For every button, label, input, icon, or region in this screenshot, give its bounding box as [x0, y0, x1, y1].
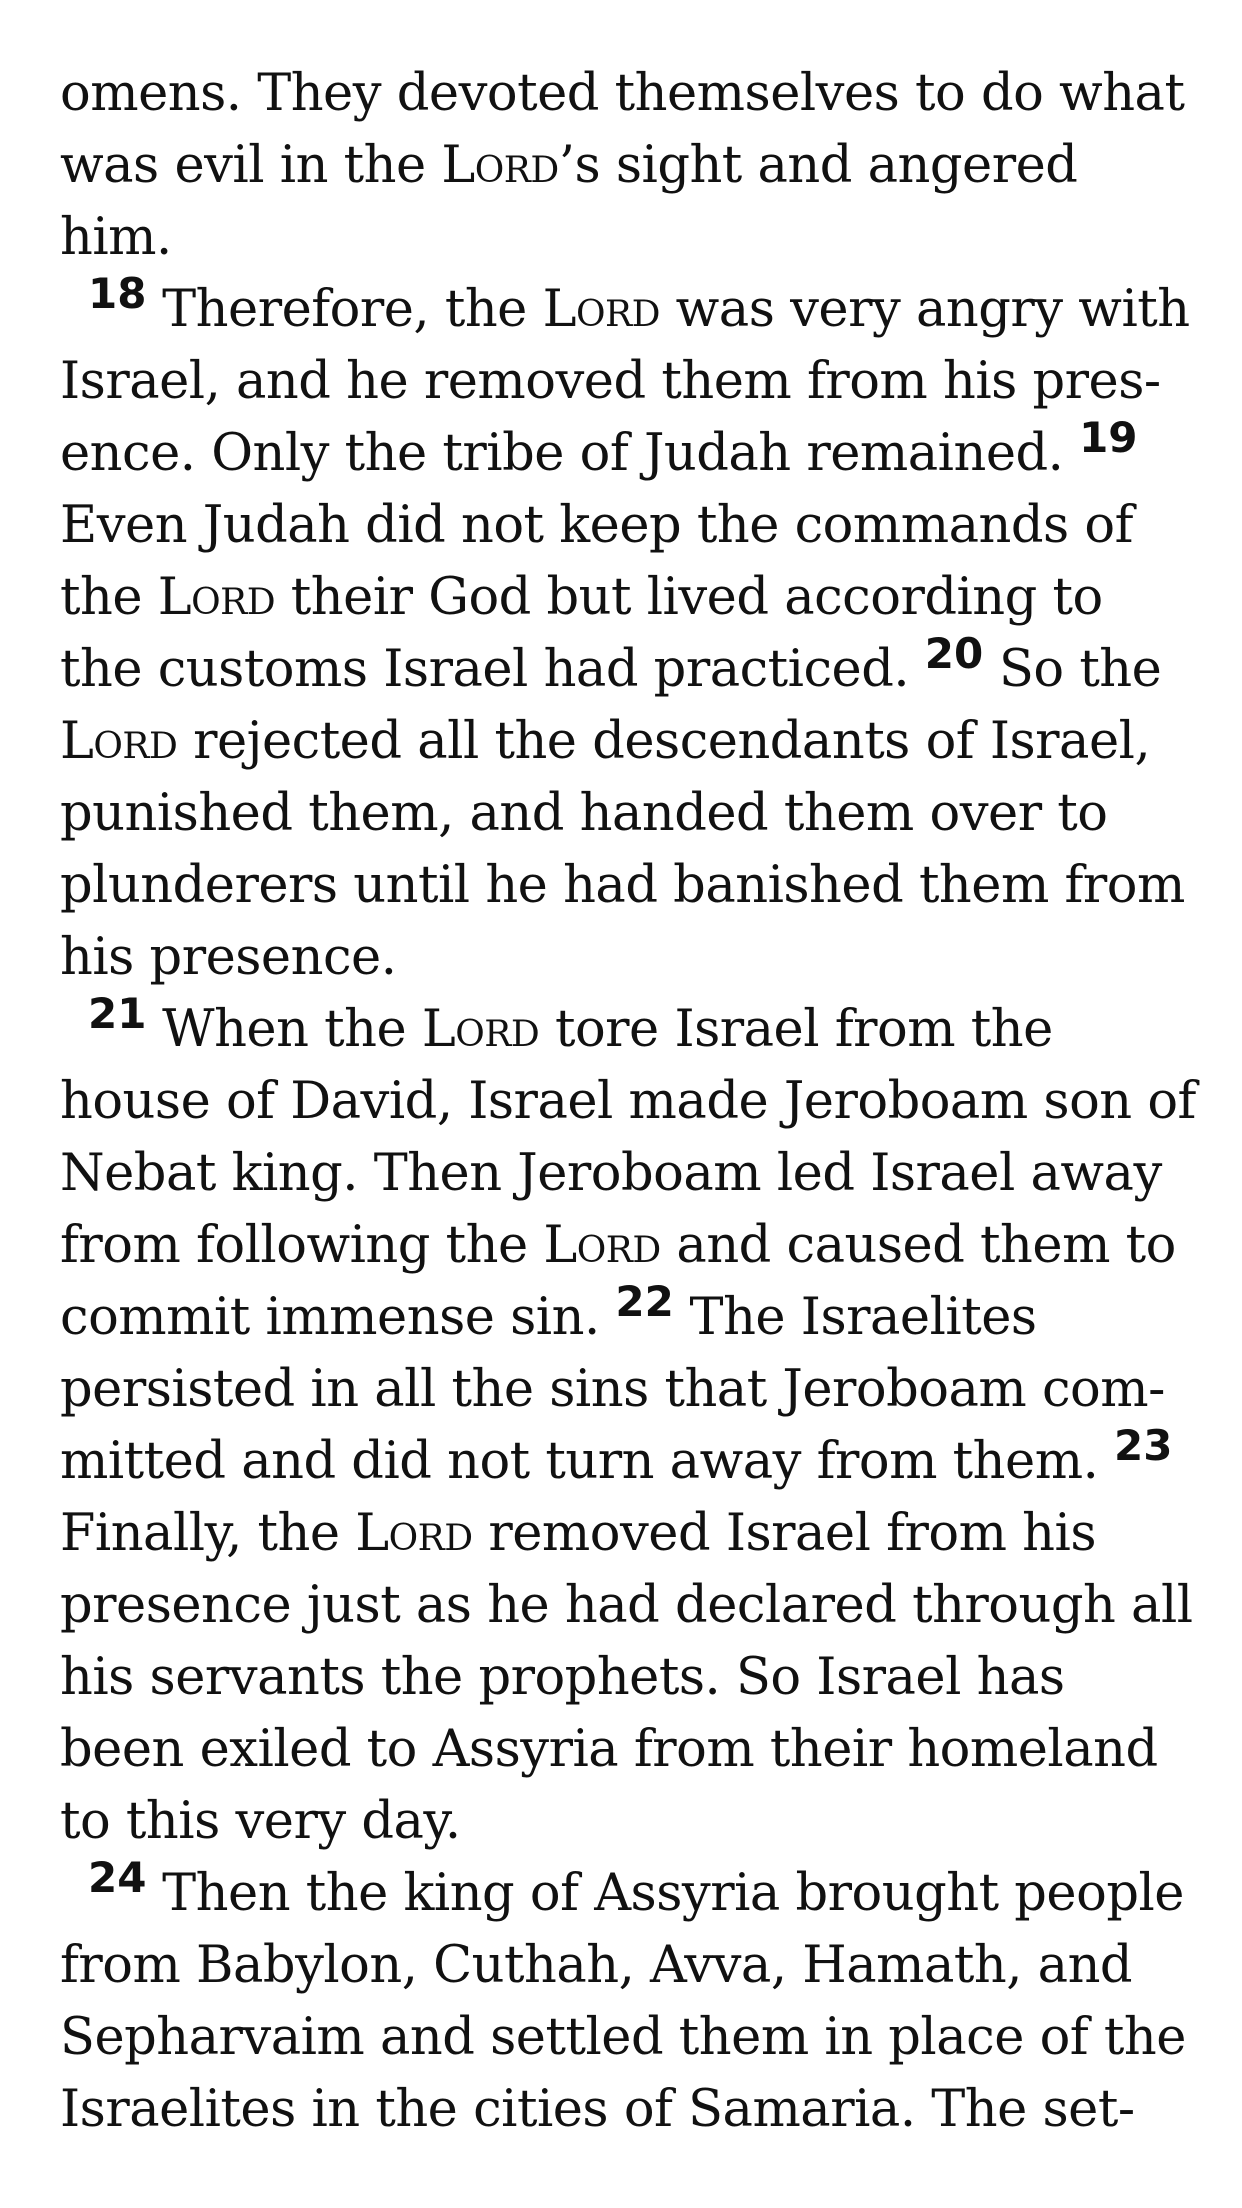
- divine-name: Lord: [542, 280, 660, 339]
- paragraph-verse-24: [60, 1853, 1200, 2146]
- passage-text: and caused them to commit immense sin.: [60, 1216, 1176, 1347]
- passage-text: Even Judah did not keep the commands of the: [60, 496, 1133, 627]
- paragraph-verse-21: [60, 989, 1200, 1858]
- divine-name: Lord: [441, 136, 559, 195]
- passage-text: rejected all the descendants of Israel, punished them, and handed them over to plunderers until he had banished them from his presence.: [60, 712, 1185, 987]
- passage-text: The Israelites persisted in all the sins that Jeroboam com-mitted and did not turn away from them.: [60, 1288, 1165, 1491]
- passage-text: ’s sight and angered him.: [60, 136, 1078, 267]
- verse-number-20[interactable]: 20: [924, 629, 984, 678]
- verse-number-24[interactable]: 24: [88, 1853, 147, 1902]
- verse-number-18[interactable]: 18: [88, 269, 147, 318]
- divine-name: Lord: [543, 1216, 661, 1275]
- verse-number-22[interactable]: 22: [615, 1277, 674, 1326]
- divine-name: Lord: [421, 1000, 540, 1059]
- passage-text: Finally, the: [60, 1504, 356, 1563]
- passage-text: Therefore, the: [146, 280, 543, 339]
- passage-text: their God but lived according to the customs Israel had practiced.: [60, 568, 1103, 699]
- divine-name: Lord: [355, 1504, 473, 1563]
- passage-text: was very angry with Israel, and he removed them from his pres-ence. Only the tribe of Judah remained.: [60, 280, 1190, 483]
- passage-text: When the: [146, 1000, 422, 1059]
- passage-text: So the: [983, 640, 1162, 699]
- paragraph-continuation: [60, 58, 1200, 274]
- passage-text: Then the king of Assyria brought people from Babylon, Cuthah, Avva, Hamath, and Sepharvaim and settled them in place of the Israelites in the cities of Samaria. The set-: [60, 1864, 1186, 2139]
- verse-number-21[interactable]: 21: [88, 989, 147, 1038]
- passage-text: omens. They devoted themselves to do what was evil in the: [60, 64, 1185, 195]
- verse-number-19[interactable]: 19: [1079, 413, 1138, 462]
- divine-name: Lord: [60, 712, 178, 771]
- passage-text: tore Israel from the house of David, Israel made Jeroboam son of Nebat king. Then Jeroboam led Israel away from following the: [60, 1000, 1196, 1275]
- passage-text: removed Israel from his presence just as he had declared through all his servants the prophets. So Israel has been exiled to Assyria from their homeland to this very day.: [60, 1504, 1193, 1851]
- verse-number-23[interactable]: 23: [1114, 1421, 1173, 1470]
- reader-page[interactable]: [60, 58, 1200, 2146]
- divine-name: Lord: [157, 568, 276, 627]
- paragraph-verse-18: [60, 269, 1200, 994]
